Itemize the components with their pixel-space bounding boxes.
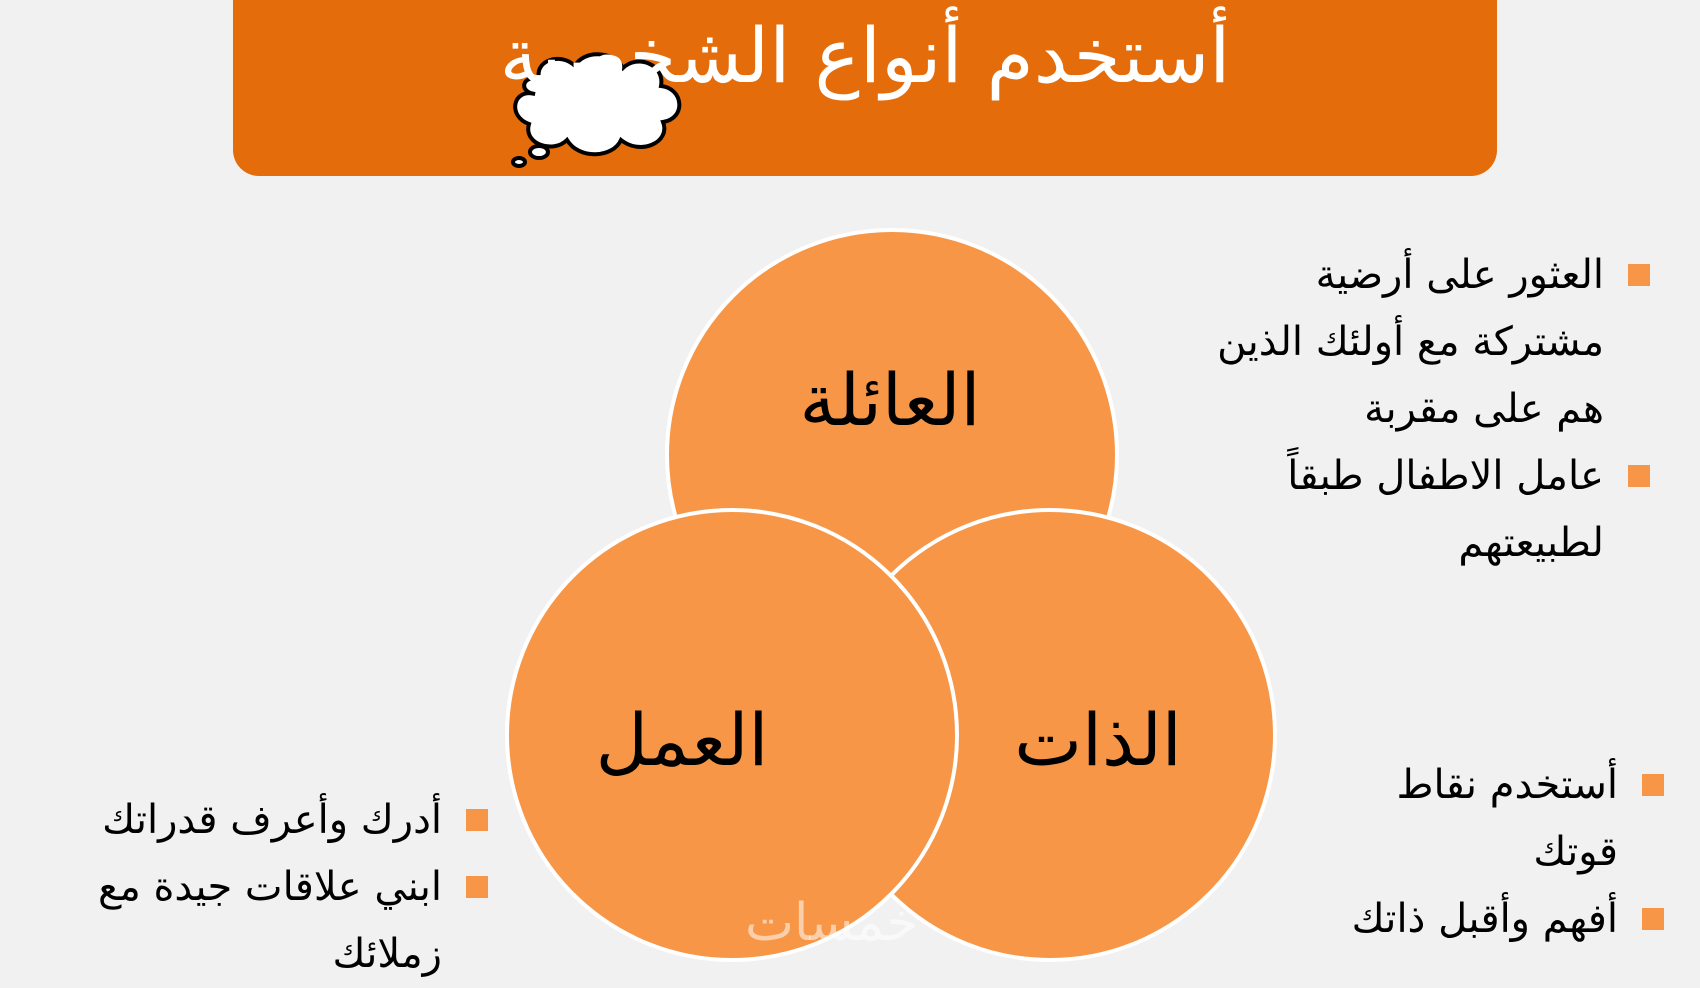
bullet-item bbox=[30, 854, 488, 988]
watermark: خمسات bbox=[745, 893, 919, 953]
bullet-list-family bbox=[1180, 242, 1650, 577]
bullet-list-work bbox=[30, 787, 488, 988]
bullet-marker-icon bbox=[466, 876, 488, 898]
bullet-text: ابني علاقات جيدة مع زملائك bbox=[98, 864, 442, 977]
bullet-item bbox=[1320, 752, 1664, 886]
bullet-marker-icon bbox=[466, 809, 488, 831]
circle-label-family: العائلة bbox=[799, 358, 981, 442]
bullet-item bbox=[30, 787, 488, 854]
slide-title: أستخدم أنواع الشخصية bbox=[499, 11, 1231, 100]
bullet-text: عامل الاطفال طبقاً لطبيعتهم bbox=[1287, 453, 1604, 566]
bullet-item bbox=[1180, 242, 1650, 443]
bullet-text: أدرك وأعرف قدراتك bbox=[102, 797, 442, 843]
bullet-text: أفهم وأقبل ذاتك bbox=[1351, 896, 1618, 942]
bullet-marker-icon bbox=[1628, 264, 1650, 286]
bullet-list-self bbox=[1320, 752, 1664, 953]
bullet-item bbox=[1320, 886, 1664, 953]
bullet-text: العثور على أرضية مشتركة مع أولئك الذين هم على مقربة bbox=[1217, 252, 1604, 432]
bullet-text: أستخدم نقاط قوتك bbox=[1396, 762, 1618, 875]
circle-label-self: الذات bbox=[1014, 698, 1182, 782]
bullet-item bbox=[1180, 443, 1650, 577]
bullet-marker-icon bbox=[1642, 908, 1664, 930]
circle-label-work: العمل bbox=[595, 698, 769, 782]
bullet-marker-icon bbox=[1628, 465, 1650, 487]
bullet-marker-icon bbox=[1642, 774, 1664, 796]
